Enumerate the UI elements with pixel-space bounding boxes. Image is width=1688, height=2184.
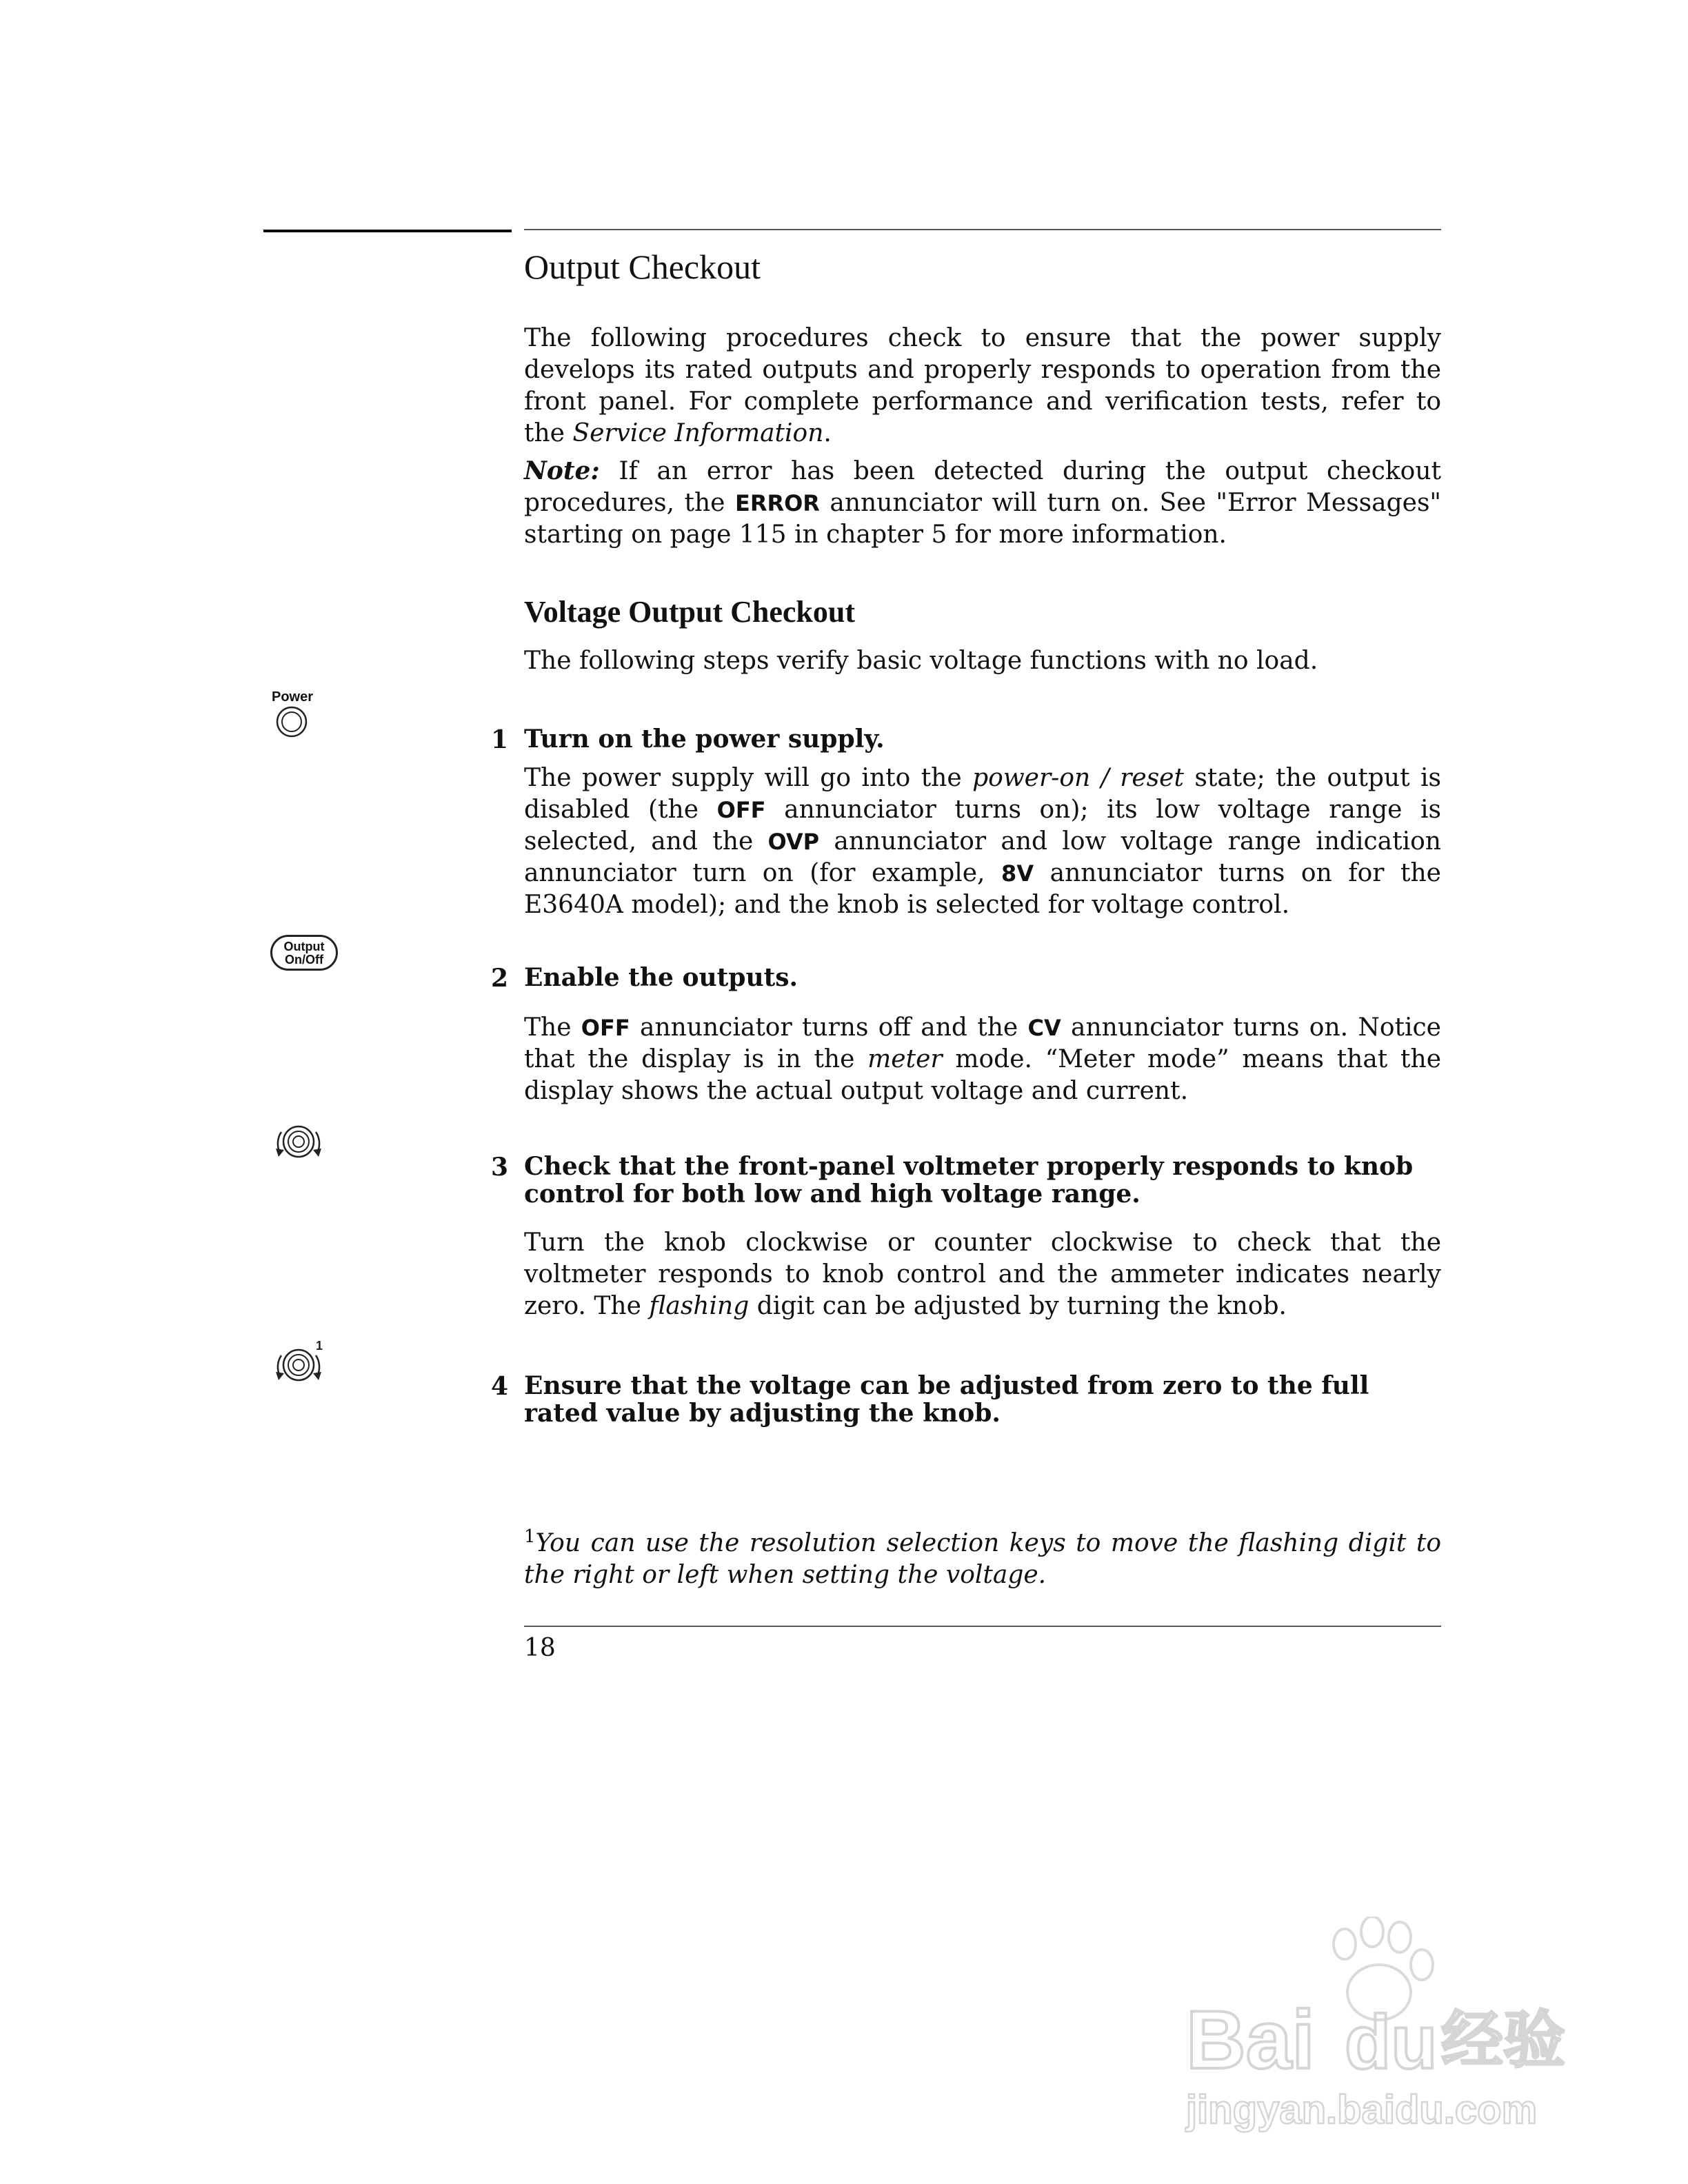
svg-text:jingyan.baidu.com: jingyan.baidu.com <box>1186 2087 1538 2132</box>
step-3-heading: Check that the front-panel voltmeter properly responds to knob control for both low and high voltage range. <box>524 1152 1414 1209</box>
svg-text:Bai: Bai <box>1186 1994 1315 2086</box>
subsection-title: Voltage Output Checkout <box>524 595 855 629</box>
power-label: Power <box>272 689 314 705</box>
error-annunciator: ERROR <box>734 490 820 516</box>
knob-icon <box>268 1117 330 1165</box>
note-label: Note: <box>524 456 600 485</box>
note-paragraph: Note: If an error has been detected during the output checkout procedures, the ERROR annunciator will turn on. See "Error Messages" starting on page 115 in chapter 5 for more information. <box>524 456 1441 549</box>
subsection-intro: The following steps verify basic voltage functions with no load. <box>524 647 1318 675</box>
footnote-mark: 1 <box>524 1526 536 1547</box>
intro-paragraph: The following procedures check to ensure that the power supply develops its rated outputs and properly responds to operation from the front panel. For complete performance and verification tests, refer to the Service Information. <box>524 324 1441 447</box>
8v-annunciator: 8V <box>1001 860 1034 887</box>
step-number-1: 1 <box>491 725 509 754</box>
ovp-annunciator: OVP <box>767 829 820 855</box>
footer-rule <box>524 1626 1441 1627</box>
step-number-2: 2 <box>491 964 509 993</box>
page-number: 18 <box>524 1634 556 1662</box>
knob-icon <box>268 1337 330 1388</box>
step-3-body: Turn the knob clockwise or counter clockwise to check that the voltmeter responds to knob control and the ammeter indicates nearly zero. The flashing digit can be adjusted by turning the knob. <box>524 1228 1441 1320</box>
footnote: $^1$You can use the resolution selection keys to move the flashing digit to the right or left when setting the voltage. <box>524 1526 1441 1589</box>
cv-annunciator: CV <box>1027 1015 1061 1041</box>
step-number-3: 3 <box>491 1153 509 1182</box>
output-label-line-1: Output <box>283 940 325 953</box>
off-annunciator: OFF <box>716 797 766 823</box>
power-button-icon <box>274 705 309 739</box>
step-number-4: 4 <box>491 1372 509 1401</box>
step-2-heading: Enable the outputs. <box>524 963 798 992</box>
step-4-heading: Ensure that the voltage can be adjusted from zero to the full rated value by adjusting the knob. <box>524 1371 1369 1428</box>
svg-text:经验: 经验 <box>1441 2004 1565 2076</box>
step-2-body: The OFF annunciator turns off and the CV annunciator turns on. Notice that the display is in the meter mode. “Meter mode” means that the display shows the actual output voltage and current. <box>524 1013 1441 1105</box>
step-1-heading: Turn on the power supply. <box>524 725 885 754</box>
off-annunciator: OFF <box>581 1015 630 1041</box>
header-rule-thick <box>263 230 512 232</box>
header-rule-thin <box>524 229 1441 230</box>
step-1-body: The power supply will go into the power-on / reset state; the output is disabled (the OFF annunciator turns on); its low voltage range is selected, and the OVP annunciator and low voltage range indication annunciator turn on (for example, 8V annunciator turns on for the E3640A model); and the knob is selected for voltage control. <box>524 764 1441 919</box>
output-on-off-button-icon <box>270 935 338 971</box>
section-title: Output Checkout <box>524 247 761 286</box>
output-label-line-2: On/Off <box>285 953 323 967</box>
svg-text:du: du <box>1345 2000 1438 2085</box>
baidu-jingyan-watermark <box>1172 1917 1586 2137</box>
knob-superscript: 1 <box>316 1339 323 1353</box>
